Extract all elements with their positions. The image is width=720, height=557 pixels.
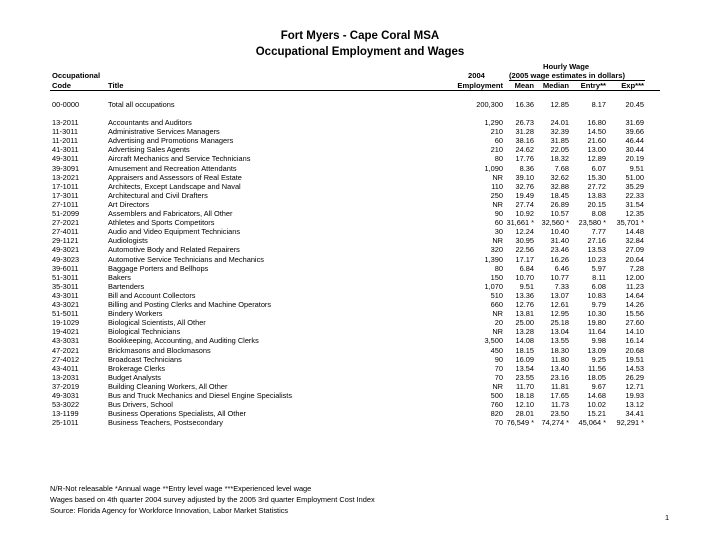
total-mean: 16.36 (515, 100, 534, 109)
table-row (0, 364, 720, 373)
mean-wage: 28.01 (515, 409, 534, 419)
table-row (0, 273, 720, 282)
employment-value: 820 (490, 409, 503, 419)
employment-value: NR (492, 172, 503, 182)
entry-wage: 15.21 (587, 409, 606, 419)
median-wage: 7.68 (554, 163, 569, 173)
experienced-wage: 20.68 (625, 345, 644, 355)
entry-wage: 14.68 (587, 391, 606, 400)
occupation-title: Brickmasons and Blockmasons (108, 345, 211, 355)
median-wage: 22.05 (550, 145, 569, 155)
employment-value: NR (492, 199, 503, 209)
median-wage: 16.26 (550, 254, 569, 264)
occupation-code: 19-1029 (52, 318, 80, 328)
code-header: Code (52, 81, 71, 90)
mean-wage: 11.70 (516, 381, 534, 391)
entry-wage: 9.98 (591, 336, 606, 346)
employment-value: 450 (490, 345, 503, 355)
occupation-title: Business Operations Specialists, All Other (108, 409, 247, 419)
median-wage: 31.40 (550, 236, 569, 246)
estimates-header: (2005 wage estimates in dollars) (509, 71, 626, 80)
occupation-code: 19-4021 (52, 327, 80, 337)
median-wage: 32.39 (550, 127, 569, 137)
occupation-title: Art Directors (108, 199, 150, 209)
occupation-title: Biological Scientists, All Other (108, 318, 206, 328)
mean-wage: 24.62 (515, 145, 534, 155)
table-row (0, 336, 720, 345)
entry-wage: 27.16 (587, 236, 606, 246)
total-row (0, 100, 720, 109)
mean-wage: 31.28 (515, 127, 534, 137)
table-row (0, 327, 720, 336)
median-wage: 10.77 (550, 272, 569, 282)
median-wage: 11.81 (551, 381, 569, 391)
occupation-code: 29-1121 (52, 236, 79, 246)
experienced-wage: 14.48 (625, 227, 644, 237)
entry-wage: 19.80 (587, 318, 606, 328)
occupational-header: Occupational (52, 71, 101, 80)
title-header: Title (108, 81, 124, 90)
median-wage: 23.16 (550, 372, 569, 382)
median-wage: 10.57 (550, 209, 569, 218)
hourly-wage-header: Hourly Wage (543, 62, 590, 71)
employment-value: NR (492, 309, 503, 319)
median-wage: 25.18 (550, 318, 569, 328)
entry-wage: 45,064 * (578, 418, 606, 428)
experienced-wage: 12.35 (625, 209, 644, 218)
entry-wage: 9.25 (591, 354, 606, 364)
median-wage: 26.89 (550, 199, 569, 209)
occupation-code: 41-3011 (52, 145, 79, 155)
occupation-code: 25-1011 (52, 418, 79, 428)
mean-wage: 14.08 (515, 336, 534, 346)
occupation-code: 49-3011 (52, 154, 79, 164)
median-wage: 23.46 (550, 245, 569, 255)
mean-wage: 39.10 (515, 172, 534, 182)
employment-value: 70 (494, 418, 503, 428)
employment-value: 500 (490, 391, 503, 400)
occupation-title: Bartenders (108, 281, 145, 291)
experienced-wage: 26.29 (625, 372, 644, 382)
table-row (0, 136, 720, 145)
experienced-wage: 27.60 (625, 318, 644, 328)
entry-wage: 10.23 (587, 254, 606, 264)
mean-wage: 26.73 (515, 118, 534, 127)
occupation-title: Accountants and Auditors (108, 118, 192, 127)
page-number: 1 (665, 513, 670, 522)
page-subtitle: Occupational Employment and Wages (255, 46, 465, 58)
occupation-code: 11-2011 (52, 136, 79, 146)
table-row (0, 300, 720, 309)
occupation-title: Audiologists (108, 236, 148, 246)
median-wage: 13.07 (550, 290, 569, 300)
experienced-wage: 35,701 * (616, 218, 644, 228)
median-wage: 13.40 (550, 363, 569, 373)
occupation-title: Administrative Services Managers (108, 127, 220, 137)
median-wage: 32.88 (550, 181, 569, 191)
occupation-title: Brokerage Clerks (108, 363, 166, 373)
year-header: 2004 (468, 71, 485, 80)
mean-wage: 13.81 (515, 309, 534, 319)
table-row (0, 164, 720, 173)
occupation-code: 27-4012 (52, 354, 80, 364)
entry-wage: 6.07 (591, 163, 606, 173)
median-header: Median (542, 81, 569, 90)
mean-wage: 27.74 (515, 199, 534, 209)
entry-header: Entry** (580, 81, 606, 90)
employment-value: 760 (490, 400, 503, 410)
mean-wage: 32.76 (515, 181, 534, 191)
experienced-wage: 39.66 (625, 127, 644, 137)
occupation-code: 51-3011 (52, 272, 79, 282)
median-wage: 18.30 (550, 345, 569, 355)
experienced-wage: 20.64 (625, 254, 644, 264)
experienced-wage: 20.19 (625, 154, 644, 164)
mean-header: Mean (514, 81, 534, 90)
experienced-wage: 27.09 (625, 245, 644, 255)
experienced-wage: 19.93 (625, 391, 644, 400)
entry-wage: 27.72 (587, 181, 606, 191)
experienced-wage: 31.54 (625, 199, 644, 209)
occupation-code: 13-1199 (52, 409, 79, 419)
table-row (0, 400, 720, 409)
table-row (0, 182, 720, 191)
table-row (0, 291, 720, 300)
occupation-code: 27-2021 (52, 218, 80, 228)
employment-value: 210 (490, 127, 503, 137)
median-wage: 32.62 (550, 172, 569, 182)
experienced-wage: 34.41 (625, 409, 644, 419)
employment-value: 60 (494, 218, 503, 228)
occupation-code: 43-3021 (52, 300, 80, 309)
mean-wage: 13.54 (515, 363, 534, 373)
table-row (0, 127, 720, 136)
mean-wage: 76,549 * (506, 418, 534, 428)
employment-value: 90 (494, 354, 503, 364)
occupation-code: 47-2021 (52, 345, 80, 355)
employment-value: 250 (490, 190, 503, 200)
entry-wage: 13.83 (587, 190, 606, 200)
occupation-title: Baggage Porters and Bellhops (108, 263, 209, 273)
employment-value: 3,500 (484, 336, 503, 346)
entry-wage: 5.97 (591, 263, 606, 273)
median-wage: 11.80 (551, 354, 569, 364)
entry-wage: 13.00 (587, 145, 606, 155)
employment-value: 1,390 (484, 254, 503, 264)
occupation-code: 27-4011 (52, 227, 79, 237)
total-employment: 200,300 (476, 100, 503, 109)
entry-wage: 9.67 (591, 381, 606, 391)
table-row (0, 409, 720, 418)
occupation-title: Assemblers and Fabricators, All Other (108, 209, 233, 218)
experienced-wage: 31.69 (625, 118, 644, 127)
entry-wage: 20.15 (587, 199, 606, 209)
employment-value: 80 (494, 263, 503, 273)
employment-value: 80 (494, 154, 503, 164)
occupation-title: Appraisers and Assessors of Real Estate (108, 172, 242, 182)
employment-value: NR (492, 236, 503, 246)
median-wage: 24.01 (550, 118, 569, 127)
entry-wage: 18.05 (587, 372, 606, 382)
occupation-title: Automotive Service Technicians and Mechanics (108, 254, 264, 264)
entry-wage: 8.11 (592, 272, 606, 282)
experienced-wage: 51.00 (625, 172, 644, 182)
occupation-code: 49-3023 (52, 254, 80, 264)
mean-wage: 38.16 (515, 136, 534, 146)
entry-wage: 10.83 (587, 290, 606, 300)
mean-wage: 10.70 (515, 272, 534, 282)
table-row (0, 154, 720, 163)
employment-value: 110 (491, 181, 503, 191)
mean-wage: 17.17 (515, 254, 534, 264)
experienced-wage: 14.26 (625, 300, 644, 309)
table-row (0, 255, 720, 264)
mean-wage: 10.92 (515, 209, 534, 218)
experienced-wage: 12.71 (625, 381, 644, 391)
experienced-wage: 16.14 (625, 336, 644, 346)
employment-value: NR (492, 381, 503, 391)
experienced-wage: 46.44 (625, 136, 644, 146)
table-row (0, 200, 720, 209)
employment-value: 150 (490, 272, 503, 282)
table-row (0, 264, 720, 273)
median-wage: 13.04 (550, 327, 569, 337)
table-row (0, 391, 720, 400)
table-row (0, 236, 720, 245)
employment-value: 1,070 (484, 281, 503, 291)
entry-wage: 15.30 (587, 172, 606, 182)
table-row (0, 382, 720, 391)
exp-header: Exp*** (621, 81, 644, 90)
median-wage: 13.55 (550, 336, 569, 346)
median-wage: 17.65 (550, 391, 569, 400)
occupation-title: Audio and Video Equipment Technicians (108, 227, 241, 237)
occupation-code: 13-2021 (52, 172, 80, 182)
occupation-code: 43-4011 (52, 363, 79, 373)
occupation-code: 35-3011 (52, 281, 79, 291)
table-row (0, 373, 720, 382)
median-wage: 31.85 (550, 136, 569, 146)
experienced-wage: 30.44 (625, 145, 644, 155)
entry-wage: 8.08 (591, 209, 606, 218)
occupation-code: 13-2011 (52, 118, 79, 127)
total-median: 12.85 (550, 100, 569, 109)
occupation-code: 17-1011 (52, 181, 79, 191)
median-wage: 74,274 * (541, 418, 569, 428)
employment-value: 660 (490, 300, 503, 309)
median-wage: 12.61 (550, 300, 569, 309)
mean-wage: 12.76 (515, 300, 534, 309)
entry-wage: 16.80 (587, 118, 606, 127)
occupation-code: 49-3031 (52, 391, 80, 400)
employment-value: 30 (494, 227, 503, 237)
employment-value: 210 (490, 145, 503, 155)
experienced-wage: 11.23 (626, 281, 644, 291)
mean-wage: 6.84 (519, 263, 534, 273)
occupation-code: 27-1011 (52, 199, 79, 209)
experienced-wage: 35.29 (625, 181, 644, 191)
mean-wage: 22.56 (515, 245, 534, 255)
mean-wage: 18.15 (515, 345, 534, 355)
occupation-title: Billing and Posting Clerks and Machine Operators (108, 300, 272, 309)
experienced-wage: 22.33 (625, 190, 644, 200)
experienced-wage: 12.00 (625, 272, 644, 282)
experienced-wage: 32.84 (625, 236, 644, 246)
occupation-title: Bookkeeping, Accounting, and Auditing Clerks (108, 336, 259, 346)
entry-wage: 11.56 (588, 363, 606, 373)
page-title: Fort Myers - Cape Coral MSA (280, 30, 440, 42)
experienced-wage: 92,291 * (616, 418, 644, 428)
median-wage: 18.32 (550, 154, 569, 164)
occupation-code: 39-3091 (52, 163, 80, 173)
occupation-title: Amusement and Recreation Attendants (108, 163, 237, 173)
median-wage: 6.46 (554, 263, 569, 273)
entry-wage: 10.02 (587, 400, 606, 410)
table-row (0, 191, 720, 200)
occupation-title: Bill and Account Collectors (108, 290, 196, 300)
occupation-code: 17-3011 (52, 190, 79, 200)
mean-wage: 18.18 (515, 391, 534, 400)
experienced-wage: 19.51 (625, 354, 644, 364)
table-row (0, 355, 720, 364)
employment-value: 320 (490, 245, 503, 255)
table-row (0, 245, 720, 254)
employment-header: Employment (457, 81, 503, 90)
entry-wage: 11.64 (588, 327, 606, 337)
experienced-wage: 7.28 (629, 263, 644, 273)
entry-wage: 12.89 (587, 154, 606, 164)
mean-wage: 16.09 (515, 354, 534, 364)
table-row (0, 309, 720, 318)
median-wage: 32,560 * (541, 218, 569, 228)
table-row (0, 218, 720, 227)
table-row (0, 282, 720, 291)
occupation-title: Automotive Body and Related Repairers (108, 245, 240, 255)
total-exp: 20.45 (625, 100, 644, 109)
occupation-code: 37-2019 (52, 381, 80, 391)
occupation-title: Advertising and Promotions Managers (108, 136, 234, 146)
occupation-title: Aircraft Mechanics and Service Technicians (108, 154, 251, 164)
occupation-title: Budget Analysts (108, 372, 162, 382)
employment-value: 510 (490, 290, 503, 300)
entry-wage: 23,580 * (578, 218, 606, 228)
mean-wage: 17.76 (515, 154, 534, 164)
occupation-code: 13-2031 (52, 372, 80, 382)
occupation-title: Biological Technicians (108, 327, 181, 337)
mean-wage: 13.28 (515, 327, 534, 337)
entry-wage: 9.79 (591, 300, 606, 309)
footnote-wages: Wages based on 4th quarter 2004 survey adjusted by the 2005 3rd quarter Employment Cost Index (50, 495, 375, 504)
median-wage: 11.73 (551, 400, 569, 410)
table-row (0, 145, 720, 154)
experienced-wage: 9.51 (629, 163, 644, 173)
median-wage: 7.33 (554, 281, 569, 291)
experienced-wage: 15.56 (625, 309, 644, 319)
occupation-title: Building Cleaning Workers, All Other (108, 381, 228, 391)
table-row (0, 118, 720, 127)
entry-wage: 7.77 (591, 227, 606, 237)
occupation-code: 51-2099 (52, 209, 80, 218)
median-wage: 23.50 (550, 409, 569, 419)
occupation-title: Business Teachers, Postsecondary (108, 418, 223, 428)
mean-wage: 12.24 (515, 227, 534, 237)
median-wage: 10.40 (550, 227, 569, 237)
employment-value: 1,290 (484, 118, 503, 127)
entry-wage: 6.08 (591, 281, 606, 291)
occupation-title: Advertising Sales Agents (108, 145, 190, 155)
occupation-title: Bus Drivers, School (108, 400, 173, 410)
occupation-code: 11-3011 (52, 127, 79, 137)
employment-value: 60 (494, 136, 503, 146)
occupation-code: 43-3031 (52, 336, 80, 346)
occupation-title: Bus and Truck Mechanics and Diesel Engine Specialists (108, 391, 293, 400)
mean-wage: 31,661 * (506, 218, 534, 228)
experienced-wage: 14.64 (625, 290, 644, 300)
header-rule (50, 90, 660, 91)
median-wage: 12.95 (550, 309, 569, 319)
table-row (0, 346, 720, 355)
total-title: Total all occupations (108, 100, 175, 109)
employment-value: 70 (494, 372, 503, 382)
occupation-code: 51-5011 (52, 309, 79, 319)
mean-wage: 30.95 (515, 236, 534, 246)
table-row (0, 209, 720, 218)
employment-value: NR (492, 327, 503, 337)
mean-wage: 25.00 (515, 318, 534, 328)
footnote-source: Source: Florida Agency for Workforce Innovation, Labor Market Statistics (50, 506, 289, 515)
mean-wage: 9.51 (519, 281, 534, 291)
occupation-code: 43-3011 (52, 290, 79, 300)
mean-wage: 12.10 (515, 400, 534, 410)
employment-value: 70 (494, 363, 503, 373)
employment-value: 1,090 (484, 163, 503, 173)
median-wage: 18.45 (550, 190, 569, 200)
experienced-wage: 14.10 (625, 327, 644, 337)
occupation-title: Bindery Workers (108, 309, 163, 319)
table-row (0, 173, 720, 182)
occupation-code: 49-3021 (52, 245, 80, 255)
occupation-title: Bakers (108, 272, 132, 282)
mean-wage: 19.49 (515, 190, 534, 200)
occupation-title: Athletes and Sports Competitors (108, 218, 215, 228)
employment-value: 90 (494, 209, 503, 218)
mean-wage: 8.36 (519, 163, 534, 173)
table-row (0, 318, 720, 327)
experienced-wage: 13.12 (625, 400, 644, 410)
table-row (0, 418, 720, 427)
occupation-title: Broadcast Technicians (108, 354, 182, 364)
entry-wage: 10.30 (587, 309, 606, 319)
mean-wage: 23.55 (515, 372, 534, 382)
employment-value: 20 (494, 318, 503, 328)
entry-wage: 13.53 (587, 245, 606, 255)
entry-wage: 13.09 (587, 345, 606, 355)
total-entry: 8.17 (591, 100, 606, 109)
mean-wage: 13.36 (515, 290, 534, 300)
entry-wage: 14.50 (587, 127, 606, 137)
occupation-code: 39-6011 (52, 263, 79, 273)
occupation-title: Architects, Except Landscape and Naval (108, 181, 241, 191)
footnote-legend: N/R-Not releasable *Annual wage **Entry level wage ***Experienced level wage (50, 484, 312, 493)
experienced-wage: 14.53 (625, 363, 644, 373)
total-code: 00-0000 (52, 100, 80, 109)
occupation-title: Architectural and Civil Drafters (108, 190, 208, 200)
occupation-code: 53-3022 (52, 400, 80, 410)
table-row (0, 227, 720, 236)
entry-wage: 21.60 (587, 136, 606, 146)
